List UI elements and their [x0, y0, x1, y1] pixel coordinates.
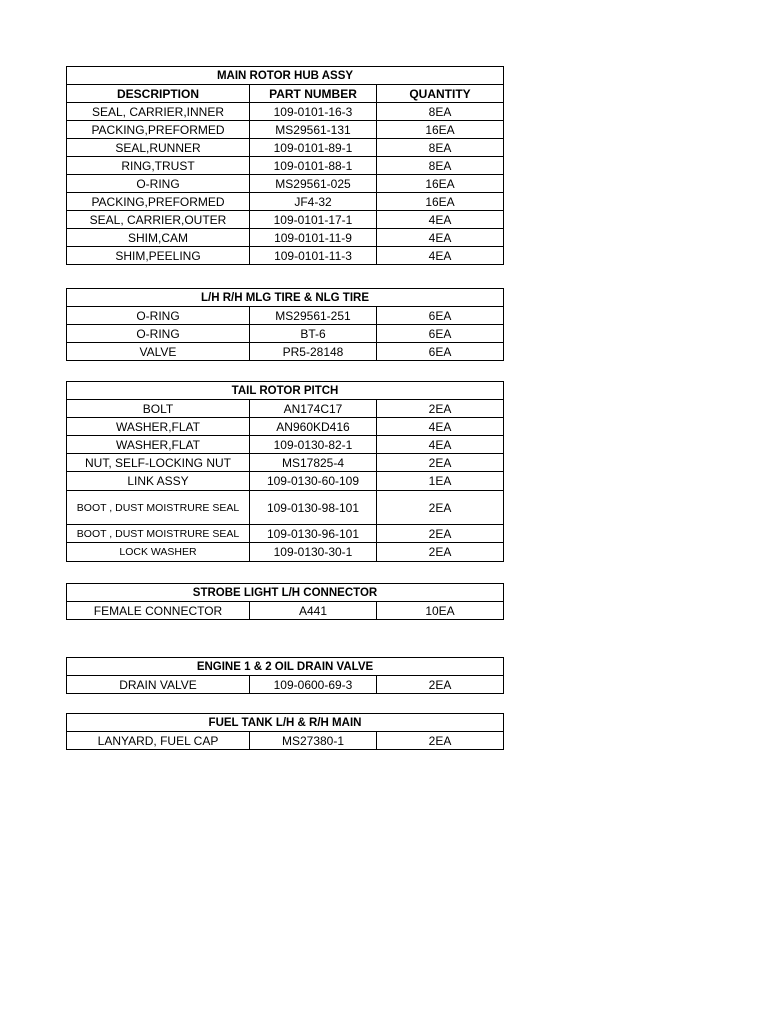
description-cell: PACKING,PREFORMED [67, 193, 250, 211]
table-row [67, 175, 504, 193]
table-row [67, 491, 504, 525]
description-cell: BOOT , DUST MOISTRURE SEAL [67, 525, 250, 543]
tail-rotor-pitch-table [66, 381, 504, 562]
table-row [67, 193, 504, 211]
quantity-cell: 6EA [377, 343, 504, 361]
part-number-cell: 109-0101-11-3 [250, 247, 377, 265]
table-row [67, 472, 504, 491]
part-number-cell: 109-0600-69-3 [250, 676, 377, 694]
quantity-cell: 8EA [377, 103, 504, 121]
engine-oil-drain-valve-table [66, 657, 504, 694]
quantity-cell: 2EA [377, 543, 504, 562]
quantity-cell: 8EA [377, 139, 504, 157]
description-cell: SEAL, CARRIER,INNER [67, 103, 250, 121]
table-title: FUEL TANK L/H & R/H MAIN [67, 714, 504, 732]
table-title: TAIL ROTOR PITCH [67, 382, 504, 400]
mlg-nlg-tire-table [66, 288, 504, 361]
description-cell: WASHER,FLAT [67, 436, 250, 454]
column-header-part-number: PART NUMBER [250, 85, 377, 103]
part-number-cell: 109-0101-88-1 [250, 157, 377, 175]
strobe-light-connector-table [66, 583, 504, 620]
table-row [67, 139, 504, 157]
part-number-cell: AN174C17 [250, 400, 377, 418]
part-number-cell: BT-6 [250, 325, 377, 343]
part-number-cell: MS17825-4 [250, 454, 377, 472]
description-cell: SEAL,RUNNER [67, 139, 250, 157]
table-row [67, 454, 504, 472]
description-cell: LOCK WASHER [67, 543, 250, 562]
quantity-cell: 2EA [377, 525, 504, 543]
description-cell: DRAIN VALVE [67, 676, 250, 694]
table-row [67, 325, 504, 343]
quantity-cell: 2EA [377, 400, 504, 418]
description-cell: NUT, SELF-LOCKING NUT [67, 454, 250, 472]
description-cell: O-RING [67, 325, 250, 343]
table-title: ENGINE 1 & 2 OIL DRAIN VALVE [67, 658, 504, 676]
part-number-cell: 109-0101-89-1 [250, 139, 377, 157]
table-title: STROBE LIGHT L/H CONNECTOR [67, 584, 504, 602]
description-cell: SHIM,CAM [67, 229, 250, 247]
description-cell: RING,TRUST [67, 157, 250, 175]
description-cell: O-RING [67, 175, 250, 193]
description-cell: SHIM,PEELING [67, 247, 250, 265]
table-title: L/H R/H MLG TIRE & NLG TIRE [67, 289, 504, 307]
description-cell: VALVE [67, 343, 250, 361]
description-cell: FEMALE CONNECTOR [67, 602, 250, 620]
table-row [67, 157, 504, 175]
quantity-cell: 6EA [377, 325, 504, 343]
part-number-cell: 109-0130-82-1 [250, 436, 377, 454]
part-number-cell: 109-0130-98-101 [250, 491, 377, 525]
table-row [67, 121, 504, 139]
table-row [67, 676, 504, 694]
part-number-cell: AN960KD416 [250, 418, 377, 436]
part-number-cell: 109-0101-16-3 [250, 103, 377, 121]
part-number-cell: MS29561-131 [250, 121, 377, 139]
description-cell: SEAL, CARRIER,OUTER [67, 211, 250, 229]
table-row [67, 229, 504, 247]
part-number-cell: 109-0101-11-9 [250, 229, 377, 247]
quantity-cell: 10EA [377, 602, 504, 620]
table-row [67, 307, 504, 325]
table-row [67, 525, 504, 543]
table-row [67, 602, 504, 620]
quantity-cell: 2EA [377, 454, 504, 472]
part-number-cell: 109-0130-96-101 [250, 525, 377, 543]
table-row [67, 418, 504, 436]
part-number-cell: 109-0130-30-1 [250, 543, 377, 562]
description-cell: O-RING [67, 307, 250, 325]
column-header-quantity: QUANTITY [377, 85, 504, 103]
part-number-cell: 109-0130-60-109 [250, 472, 377, 491]
quantity-cell: 8EA [377, 157, 504, 175]
table-row [67, 247, 504, 265]
part-number-cell: MS29561-251 [250, 307, 377, 325]
part-number-cell: MS29561-025 [250, 175, 377, 193]
fuel-tank-main-table [66, 713, 504, 750]
quantity-cell: 4EA [377, 247, 504, 265]
quantity-cell: 4EA [377, 211, 504, 229]
table-title: MAIN ROTOR HUB ASSY [67, 67, 504, 85]
quantity-cell: 2EA [377, 491, 504, 525]
quantity-cell: 2EA [377, 732, 504, 750]
part-number-cell: A441 [250, 602, 377, 620]
table-row [67, 343, 504, 361]
quantity-cell: 1EA [377, 472, 504, 491]
quantity-cell: 16EA [377, 193, 504, 211]
column-header-description: DESCRIPTION [67, 85, 250, 103]
description-cell: BOOT , DUST MOISTRURE SEAL [67, 491, 250, 525]
table-row [67, 400, 504, 418]
table-row [67, 211, 504, 229]
quantity-cell: 4EA [377, 436, 504, 454]
description-cell: PACKING,PREFORMED [67, 121, 250, 139]
quantity-cell: 4EA [377, 418, 504, 436]
part-number-cell: 109-0101-17-1 [250, 211, 377, 229]
quantity-cell: 4EA [377, 229, 504, 247]
quantity-cell: 16EA [377, 175, 504, 193]
table-row [67, 543, 504, 562]
description-cell: LANYARD, FUEL CAP [67, 732, 250, 750]
table-row [67, 103, 504, 121]
description-cell: LINK ASSY [67, 472, 250, 491]
description-cell: WASHER,FLAT [67, 418, 250, 436]
part-number-cell: PR5-28148 [250, 343, 377, 361]
table-row [67, 732, 504, 750]
part-number-cell: MS27380-1 [250, 732, 377, 750]
quantity-cell: 16EA [377, 121, 504, 139]
main-rotor-hub-table [66, 66, 504, 265]
quantity-cell: 6EA [377, 307, 504, 325]
quantity-cell: 2EA [377, 676, 504, 694]
description-cell: BOLT [67, 400, 250, 418]
part-number-cell: JF4-32 [250, 193, 377, 211]
table-row [67, 436, 504, 454]
